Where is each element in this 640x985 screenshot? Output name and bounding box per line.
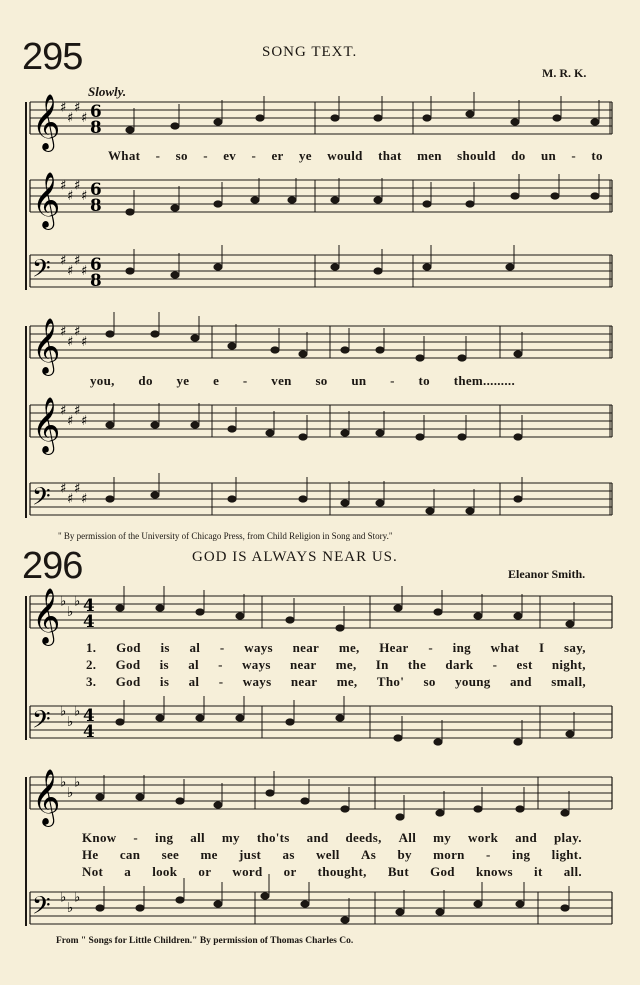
- note-head: [299, 496, 307, 502]
- note-head: [514, 434, 522, 440]
- note-head: [426, 508, 434, 514]
- note-head: [423, 201, 431, 207]
- note-head: [266, 790, 274, 796]
- lyric-syllable: dark: [445, 657, 474, 672]
- note-head: [474, 806, 482, 812]
- verse-line: [82, 847, 582, 864]
- note-head: [228, 343, 236, 349]
- lyric-syllable: them.........: [453, 373, 515, 388]
- lyric-syllable: ye: [176, 373, 190, 388]
- verse-line: [82, 864, 582, 881]
- lyric-syllable: ven: [271, 373, 292, 388]
- footnote: " By permission of the University of Chicago Press, from Child Religion in Song and Story.": [58, 531, 393, 541]
- verse-line: [86, 674, 586, 691]
- lyric-syllable: -: [155, 148, 161, 163]
- lyric-syllable: ye: [299, 148, 312, 163]
- note-head: [256, 115, 264, 121]
- key-signature: ♭: [67, 714, 74, 730]
- lyric-syllable: to: [418, 373, 430, 388]
- lyric-syllable: or: [283, 864, 297, 879]
- key-signature: ♯: [67, 334, 74, 350]
- treble-clef: 𝄞: [32, 397, 61, 453]
- note-head: [126, 268, 134, 274]
- note-head: [301, 798, 309, 804]
- note-head: [236, 613, 244, 619]
- lyric-syllable: near: [290, 657, 317, 672]
- note-head: [341, 347, 349, 353]
- lyric-syllable: -: [218, 674, 224, 689]
- lyric-syllable: that: [378, 148, 402, 163]
- lyric-syllable: Hear: [379, 640, 409, 655]
- lyric-syllable: say,: [564, 640, 586, 655]
- lyric-syllable: play.: [553, 830, 582, 845]
- lyric-syllable: Know: [82, 830, 117, 845]
- lyric-syllable: thought,: [317, 864, 367, 879]
- key-signature: ♯: [74, 480, 81, 497]
- note-head: [376, 430, 384, 436]
- lyric-syllable: my: [221, 830, 240, 845]
- key-signature: ♯: [60, 402, 67, 419]
- lyric-syllable: my: [433, 830, 452, 845]
- lyric-syllable: All: [398, 830, 417, 845]
- lyric-syllable: light.: [551, 847, 582, 862]
- lyric-syllable: me,: [335, 657, 357, 672]
- lyric-syllable: you,: [90, 373, 115, 388]
- lyric-syllable: what: [490, 640, 520, 655]
- lyric-syllable: as: [282, 847, 295, 862]
- key-signature: ♭: [74, 593, 81, 610]
- lyric-syllable: would: [327, 148, 363, 163]
- lyric-syllable: or: [198, 864, 212, 879]
- note-head: [171, 272, 179, 278]
- lyric-syllable: -: [486, 847, 491, 862]
- lyric-syllable: -: [492, 657, 498, 672]
- note-head: [511, 119, 519, 125]
- note-head: [156, 605, 164, 611]
- lyric-syllable: small,: [551, 674, 586, 689]
- note-head: [116, 605, 124, 611]
- note-head: [458, 434, 466, 440]
- footnote: From " Songs for Little Children." By permission of Thomas Charles Co.: [56, 936, 354, 946]
- note-head: [251, 197, 259, 203]
- key-signature: ♯: [81, 263, 88, 279]
- lyric-syllable: ing: [155, 830, 174, 845]
- lyric-syllable: it: [534, 864, 543, 879]
- note-head: [551, 193, 559, 199]
- lyric-syllable: er: [271, 148, 284, 163]
- note-head: [106, 496, 114, 502]
- key-signature: ♭: [60, 703, 67, 720]
- lyric-syllable: all.: [563, 864, 582, 879]
- key-signature: ♭: [60, 889, 67, 906]
- note-head: [214, 264, 222, 270]
- lyric-syllable: work: [468, 830, 499, 845]
- lyric-syllable: do: [138, 373, 153, 388]
- note-head: [514, 613, 522, 619]
- key-signature: ♭: [60, 774, 67, 791]
- note-head: [376, 347, 384, 353]
- note-head: [374, 115, 382, 121]
- note-head: [474, 613, 482, 619]
- note-head: [126, 127, 134, 133]
- lyric-syllable: me: [200, 847, 218, 862]
- key-signature: ♯: [74, 402, 81, 419]
- verse-block: [86, 640, 586, 691]
- lyric-syllable: God: [115, 657, 141, 672]
- note-head: [566, 731, 574, 737]
- note-head: [341, 917, 349, 923]
- note-head: [196, 609, 204, 615]
- note-head: [514, 739, 522, 745]
- lyric-syllable: ways: [244, 640, 273, 655]
- note-head: [116, 719, 124, 725]
- lyric-syllable: -: [242, 373, 248, 388]
- note-head: [341, 500, 349, 506]
- key-signature: ♯: [67, 413, 74, 429]
- note-head: [466, 508, 474, 514]
- note-head: [236, 715, 244, 721]
- lyric-syllable: ways: [242, 674, 272, 689]
- lyric-syllable: -: [428, 640, 433, 655]
- note-head: [96, 794, 104, 800]
- lyric-syllable: 1.: [86, 640, 97, 655]
- lyric-syllable: near: [292, 640, 320, 655]
- lyric-syllable: What: [108, 148, 141, 163]
- note-head: [191, 422, 199, 428]
- lyric-syllable: -: [203, 148, 208, 163]
- lyric-syllable: -: [133, 830, 139, 845]
- note-head: [436, 909, 444, 915]
- note-head: [96, 905, 104, 911]
- note-head: [286, 719, 294, 725]
- note-head: [436, 810, 444, 816]
- note-head: [336, 625, 344, 631]
- key-signature: ♯: [81, 188, 88, 204]
- note-head: [136, 794, 144, 800]
- note-head: [171, 123, 179, 129]
- lyric-syllable: to: [591, 148, 603, 163]
- key-signature: ♯: [81, 413, 88, 429]
- note-head: [394, 605, 402, 611]
- verse-line: [86, 657, 586, 674]
- note-head: [151, 331, 159, 337]
- key-signature: ♯: [67, 188, 74, 204]
- note-head: [196, 715, 204, 721]
- note-head: [136, 905, 144, 911]
- key-signature: ♯: [67, 110, 74, 126]
- note-head: [506, 264, 514, 270]
- key-signature: ♯: [74, 99, 81, 116]
- note-head: [331, 264, 339, 270]
- treble-clef: 𝄞: [32, 588, 61, 644]
- note-head: [374, 268, 382, 274]
- note-head: [434, 609, 442, 615]
- bass-clef: 𝄢: [32, 482, 51, 516]
- time-signature: 4: [83, 721, 95, 742]
- lyric-syllable: un: [540, 148, 556, 163]
- lyric-syllable: word: [232, 864, 263, 879]
- note-head: [331, 115, 339, 121]
- lyric-syllable: so: [175, 148, 188, 163]
- lyric-syllable: look: [152, 864, 178, 879]
- lyric-syllable: near: [290, 674, 318, 689]
- verse-line: [86, 640, 586, 657]
- lyric-syllable: -: [219, 640, 225, 655]
- key-signature: ♭: [74, 703, 81, 720]
- lyric-syllable: see: [161, 847, 180, 862]
- lyric-syllable: un: [351, 373, 367, 388]
- lyrics-line: [108, 148, 603, 164]
- key-signature: ♭: [74, 889, 81, 906]
- time-signature: 6: [90, 101, 102, 122]
- time-signature: 6: [90, 179, 102, 200]
- note-head: [288, 197, 296, 203]
- note-head: [466, 201, 474, 207]
- note-head: [561, 810, 569, 816]
- lyric-syllable: can: [119, 847, 141, 862]
- lyric-syllable: deeds,: [345, 830, 382, 845]
- key-signature: ♭: [67, 900, 74, 916]
- key-signature: ♯: [81, 491, 88, 507]
- note-head: [299, 434, 307, 440]
- note-head: [394, 735, 402, 741]
- note-head: [423, 264, 431, 270]
- lyrics-line: [90, 373, 515, 389]
- lyric-syllable: -: [218, 657, 223, 672]
- key-signature: ♯: [74, 323, 81, 340]
- lyric-syllable: young: [455, 674, 491, 689]
- key-signature: ♯: [74, 177, 81, 194]
- lyric-syllable: morn: [433, 847, 465, 862]
- lyric-syllable: In: [375, 657, 389, 672]
- time-signature: 6: [90, 254, 102, 275]
- lyric-syllable: me,: [338, 640, 360, 655]
- lyric-syllable: God: [116, 640, 141, 655]
- note-head: [266, 430, 274, 436]
- lyric-syllable: But: [387, 864, 409, 879]
- key-signature: ♯: [74, 252, 81, 269]
- lyric-syllable: and: [515, 830, 537, 845]
- lyric-syllable: As: [361, 847, 377, 862]
- note-head: [214, 802, 222, 808]
- key-signature: ♯: [60, 252, 67, 269]
- key-signature: ♯: [60, 177, 67, 194]
- bass-clef: 𝄢: [32, 254, 51, 288]
- lyric-syllable: He: [82, 847, 99, 862]
- bass-clef: 𝄢: [32, 705, 51, 739]
- hymn-number: 296: [22, 545, 83, 587]
- verse-block: [82, 830, 582, 881]
- lyric-syllable: -: [251, 148, 257, 163]
- note-head: [561, 905, 569, 911]
- note-head: [214, 201, 222, 207]
- note-head: [591, 119, 599, 125]
- time-signature: 8: [90, 117, 102, 138]
- key-signature: ♭: [74, 774, 81, 791]
- key-signature: ♯: [60, 323, 67, 340]
- lyric-syllable: ev: [223, 148, 237, 163]
- key-signature: ♭: [67, 785, 74, 801]
- note-head: [336, 715, 344, 721]
- note-head: [423, 115, 431, 121]
- key-signature: ♯: [67, 263, 74, 279]
- note-head: [591, 193, 599, 199]
- note-head: [376, 500, 384, 506]
- note-head: [271, 347, 279, 353]
- note-head: [396, 814, 404, 820]
- time-signature: 4: [83, 705, 95, 726]
- hymn-author: Eleanor Smith.: [508, 567, 586, 581]
- note-head: [341, 806, 349, 812]
- lyric-syllable: ing: [452, 640, 471, 655]
- tempo-marking: Slowly.: [88, 84, 127, 99]
- lyric-syllable: 3.: [86, 674, 97, 689]
- lyric-syllable: all: [190, 830, 205, 845]
- key-signature: ♯: [81, 334, 88, 350]
- note-head: [416, 355, 424, 361]
- note-head: [214, 119, 222, 125]
- note-head: [286, 617, 294, 623]
- note-head: [106, 422, 114, 428]
- lyric-syllable: well: [316, 847, 340, 862]
- note-head: [516, 901, 524, 907]
- hymn-title: GOD IS ALWAYS NEAR US.: [192, 549, 398, 565]
- lyric-syllable: God: [115, 674, 141, 689]
- lyric-syllable: and: [509, 674, 532, 689]
- lyric-syllable: a: [124, 864, 132, 879]
- lyric-syllable: est: [516, 657, 533, 672]
- lyric-syllable: do: [511, 148, 526, 163]
- treble-clef: 𝄞: [32, 172, 61, 228]
- lyric-syllable: al: [188, 657, 199, 672]
- lyric-syllable: I: [538, 640, 545, 655]
- lyric-syllable: is: [159, 674, 170, 689]
- lyric-syllable: God: [430, 864, 455, 879]
- lyric-syllable: is: [159, 657, 169, 672]
- lyric-syllable: and: [306, 830, 329, 845]
- key-signature: ♭: [67, 604, 74, 620]
- lyric-syllable: night,: [551, 657, 586, 672]
- note-head: [416, 434, 424, 440]
- note-head: [151, 492, 159, 498]
- time-signature: 4: [83, 595, 95, 616]
- bass-clef: 𝄢: [32, 891, 51, 925]
- note-head: [228, 426, 236, 432]
- hymn-author: M. R. K.: [542, 66, 587, 80]
- note-head: [341, 430, 349, 436]
- lyric-syllable: tho'ts: [256, 830, 290, 845]
- note-head: [156, 715, 164, 721]
- key-signature: ♯: [60, 480, 67, 497]
- lyric-syllable: Tho': [376, 674, 405, 689]
- note-head: [511, 193, 519, 199]
- lyric-syllable: ways: [242, 657, 271, 672]
- note-head: [176, 897, 184, 903]
- key-signature: ♯: [60, 99, 67, 116]
- note-head: [553, 115, 561, 121]
- lyric-syllable: knows: [475, 864, 513, 879]
- note-head: [566, 621, 574, 627]
- lyric-syllable: by: [397, 847, 412, 862]
- time-signature: 8: [90, 195, 102, 216]
- lyric-syllable: -: [390, 373, 395, 388]
- treble-clef: 𝄞: [32, 94, 61, 150]
- lyric-syllable: e: [213, 373, 220, 388]
- note-head: [474, 901, 482, 907]
- note-head: [514, 496, 522, 502]
- lyric-syllable: al: [188, 674, 200, 689]
- note-head: [261, 893, 269, 899]
- lyric-syllable: just: [239, 847, 262, 862]
- note-head: [396, 909, 404, 915]
- treble-clef: 𝄞: [32, 318, 61, 374]
- lyric-syllable: al: [189, 640, 201, 655]
- lyric-syllable: -: [571, 148, 577, 163]
- lyric-syllable: Not: [82, 864, 104, 879]
- lyric-syllable: is: [160, 640, 170, 655]
- lyric-syllable: men: [417, 148, 442, 163]
- lyric-syllable: the: [407, 657, 427, 672]
- note-head: [299, 351, 307, 357]
- note-head: [151, 422, 159, 428]
- verse-line: [82, 830, 582, 847]
- lyric-syllable: should: [457, 148, 496, 163]
- note-head: [228, 496, 236, 502]
- lyric-syllable: me,: [336, 674, 358, 689]
- lyric-syllable: so: [423, 674, 436, 689]
- time-signature: 8: [90, 270, 102, 291]
- note-head: [191, 335, 199, 341]
- note-head: [516, 806, 524, 812]
- note-head: [434, 739, 442, 745]
- key-signature: ♭: [60, 593, 67, 610]
- note-head: [374, 197, 382, 203]
- note-head: [514, 351, 522, 357]
- hymn-number: 295: [22, 36, 83, 78]
- note-head: [171, 205, 179, 211]
- note-head: [176, 798, 184, 804]
- lyric-syllable: ing: [512, 847, 531, 862]
- time-signature: 4: [83, 611, 95, 632]
- note-head: [214, 901, 222, 907]
- note-head: [458, 355, 466, 361]
- hymn-title: SONG TEXT.: [262, 44, 358, 60]
- lyric-syllable: 2.: [86, 657, 97, 672]
- lyric-syllable: so: [315, 373, 328, 388]
- note-head: [106, 331, 114, 337]
- key-signature: ♯: [81, 110, 88, 126]
- note-head: [301, 901, 309, 907]
- note-head: [466, 111, 474, 117]
- key-signature: ♯: [67, 491, 74, 507]
- treble-clef: 𝄞: [32, 769, 61, 825]
- note-head: [331, 197, 339, 203]
- note-head: [126, 209, 134, 215]
